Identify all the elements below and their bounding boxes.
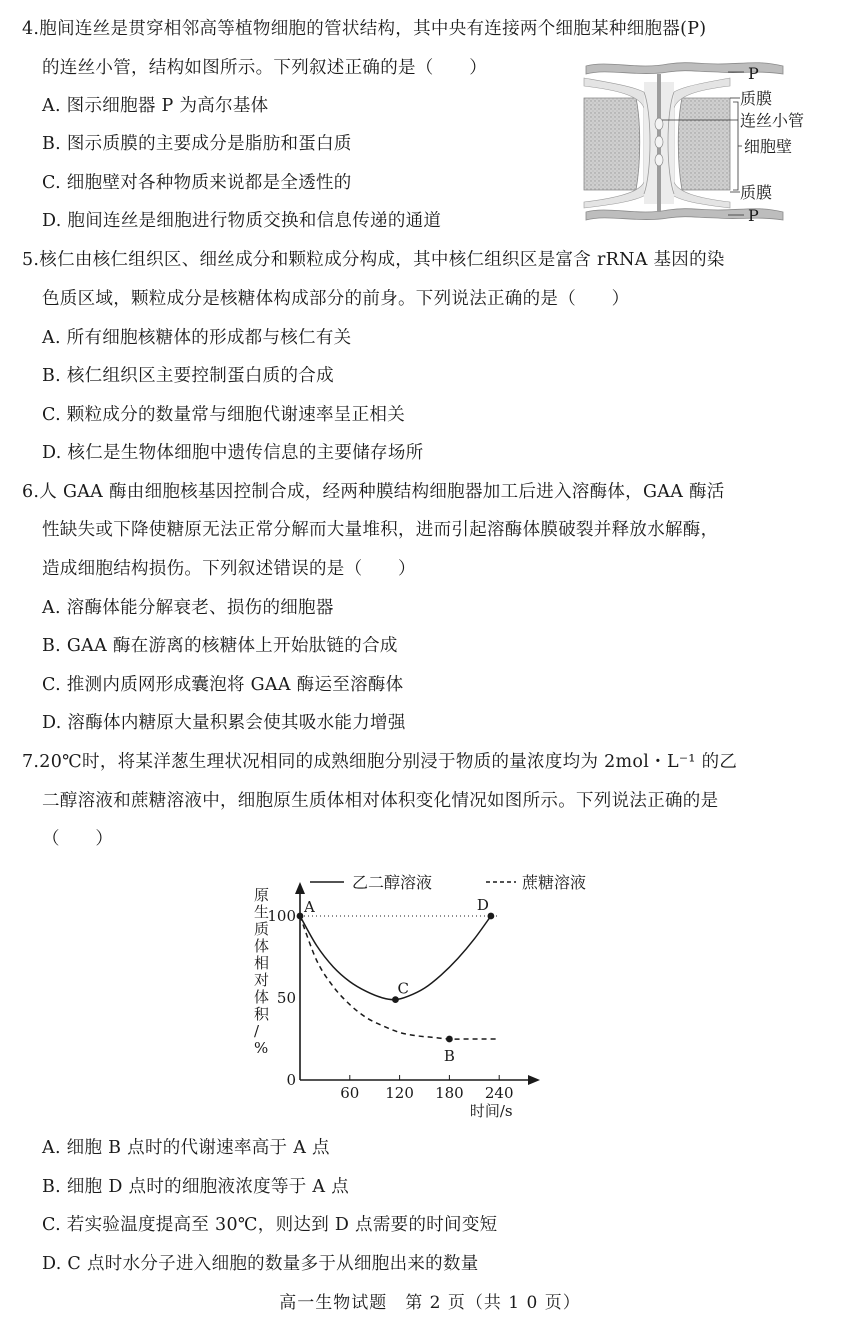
label-wall: 细胞壁 (744, 137, 793, 156)
q6-stem-line3: 造成细胞结构损伤。下列叙述错误的是（ ） (42, 559, 416, 579)
q7-option-d: D. C 点时水分子进入细胞的数量多于从细胞出来的数量 (42, 1254, 479, 1274)
q6-option-a: A. 溶酶体能分解衰老、损伤的细胞器 (42, 598, 334, 618)
page-footer: 高一生物试题 第 2 页（共 1 0 页） (279, 1293, 581, 1313)
point-label-d: D (476, 896, 489, 914)
q6-stem-line2: 性缺失或下降使糖原无法正常分解而大量堆积，进而引起溶酶体膜破裂并释放水解酶， (42, 520, 719, 540)
q4-option-a: A. 图示细胞器 P 为高尔基体 (42, 96, 269, 116)
q5-stem-line1: 5.核仁由核仁组织区、细丝成分和颗粒成分构成，其中核仁组织区是富含 rRNA 基因的染 (22, 250, 725, 270)
point-a (297, 913, 304, 920)
x-tick-label: 60 (340, 1084, 360, 1102)
point-b (446, 1036, 453, 1043)
legend-dashed-label: 蔗糖溶液 (522, 873, 587, 892)
q4-option-d: D. 胞间连丝是细胞进行物质交换和信息传递的通道 (42, 211, 442, 231)
point-label-b: B (443, 1047, 455, 1065)
label-tube: 连丝小管 (740, 111, 805, 130)
label-membrane-top: 质膜 (740, 89, 773, 108)
label-membrane-bottom: 质膜 (740, 183, 773, 202)
series-ethylene-glycol (300, 916, 491, 1000)
x-axis-arrow (528, 1075, 540, 1085)
point-label-c: C (397, 979, 409, 998)
q7-stem-line3: （ ） (42, 829, 114, 849)
q5-option-d: D. 核仁是生物体细胞中遗传信息的主要储存场所 (42, 443, 424, 463)
cell-wall-left (584, 98, 640, 190)
x-tick-label: 240 (484, 1084, 514, 1102)
q7-stem-line2: 二醇溶液和蔗糖溶液中，细胞原生质体相对体积变化情况如图所示。下列说法正确的是 (42, 791, 719, 811)
q5-option-a: A. 所有细胞核糖体的形成都与核仁有关 (42, 328, 352, 348)
q7-option-c: C. 若实验温度提高至 30℃，则达到 D 点需要的时间变短 (42, 1215, 498, 1235)
q7-option-b: B. 细胞 D 点时的细胞液浓度等于 A 点 (42, 1177, 350, 1197)
plasmodesmata-figure (578, 52, 848, 232)
q4-option-b: B. 图示质膜的主要成分是脂肪和蛋白质 (42, 134, 352, 154)
q7-option-a: A. 细胞 B 点时的代谢速率高于 A 点 (42, 1138, 330, 1158)
q5-option-b: B. 核仁组织区主要控制蛋白质的合成 (42, 366, 334, 386)
volume-chart (230, 860, 610, 1130)
x-axis-label: 时间/s (469, 1102, 513, 1120)
y-tick-label: 50 (276, 989, 296, 1007)
y-axis-label: 原生质体相对体积/ % (254, 886, 270, 1057)
cell-wall-right (678, 98, 730, 190)
y-tick-label: 100 (267, 907, 296, 925)
q4-stem-line2: 的连丝小管，结构如图所示。下列叙述正确的是（ ） (42, 58, 487, 78)
legend-solid-label: 乙二醇溶液 (352, 873, 433, 892)
point-label-a: A (304, 898, 315, 916)
series-sucrose (300, 916, 499, 1039)
x-tick-label: 120 (385, 1084, 414, 1102)
q6-option-c: C. 推测内质网形成囊泡将 GAA 酶运至溶酶体 (42, 675, 404, 695)
q4-option-c: C. 细胞壁对各种物质来说都是全透性的 (42, 173, 352, 193)
label-p-bottom: P (748, 206, 759, 225)
q7-stem-line1: 7.20℃时，将某洋葱生理状况相同的成熟细胞分别浸于物质的量浓度均为 2mol・L⁻¹ 的乙 (22, 752, 738, 772)
q6-option-b: B. GAA 酶在游离的核糖体上开始肽链的合成 (42, 636, 398, 656)
y-axis-arrow (295, 882, 305, 894)
q4-stem-line1: 4.胞间连丝是贯穿相邻高等植物细胞的管状结构，其中央有连接两个细胞某种细胞器(P) (22, 19, 707, 39)
q6-stem-line1: 6.人 GAA 酶由细胞核基因控制合成，经两种膜结构细胞器加工后进入溶酶体，GAA 酶活 (22, 482, 725, 502)
label-p-top: P (748, 64, 759, 83)
q5-option-c: C. 颗粒成分的数量常与细胞代谢速率呈正相关 (42, 405, 405, 425)
q5-stem-line2: 色质区域，颗粒成分是核糖体构成部分的前身。下列说法正确的是（ ） (42, 289, 630, 309)
x-tick-label: 180 (435, 1084, 464, 1102)
y-tick-label: 0 (286, 1071, 296, 1089)
q6-option-d: D. 溶酶体内糖原大量积累会使其吸水能力增强 (42, 713, 406, 733)
